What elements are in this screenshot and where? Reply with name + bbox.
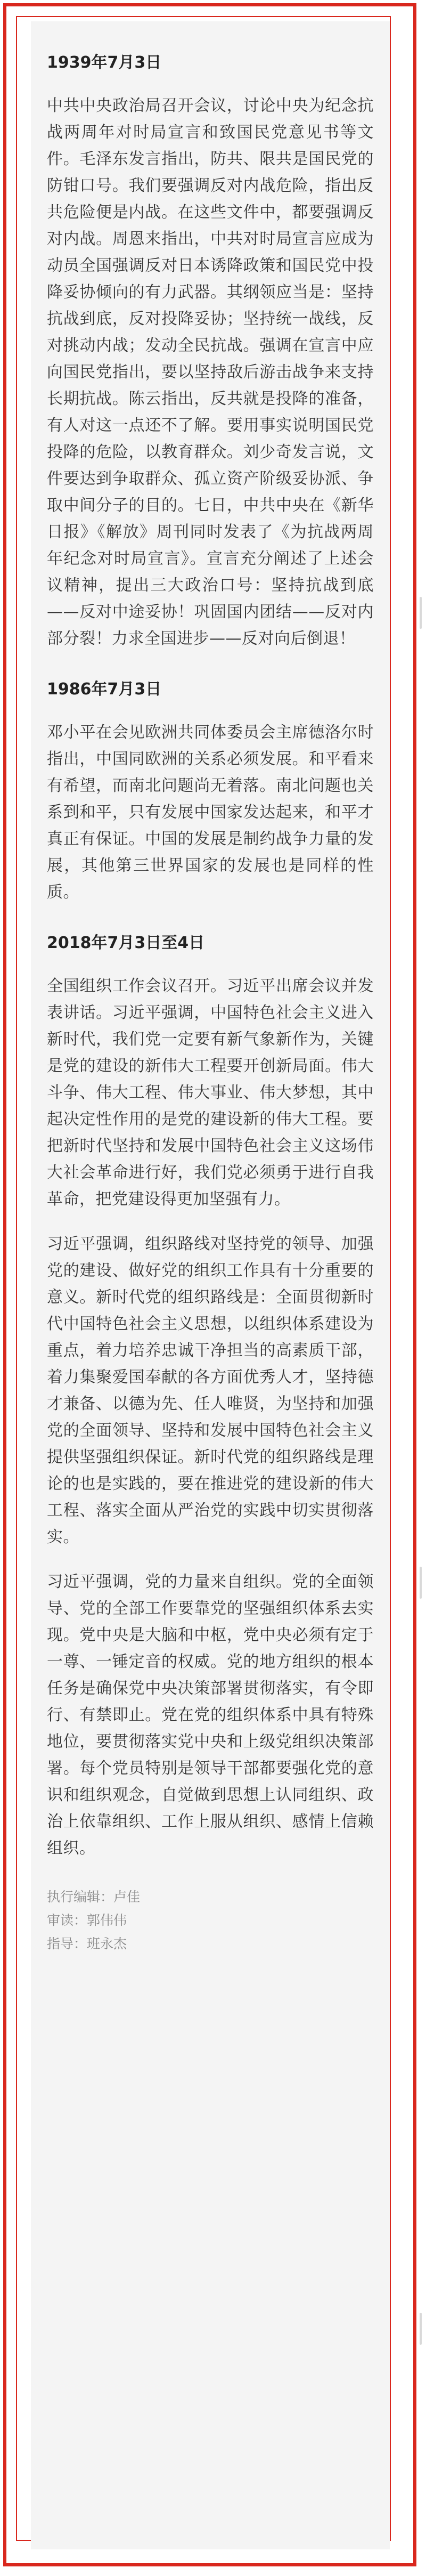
credits	[47, 1885, 374, 1956]
credit-editor: 执行编辑：卢佳	[47, 1889, 141, 1905]
section-1939	[47, 21, 374, 652]
section-paragraph: 全国组织工作会议召开。习近平出席会议并发表讲话。习近平强调，中国特色社会主义进入新时代，我们党一定要有新气象新作为，关键是党的建设的新伟大工程要开创新局面。伟大斗争、伟大工程、伟大事业、伟大梦想，其中起决定性作用的是党的建设新的伟大工程。要把新时代坚持和发展中国特色社会主义这场伟大社会革命进行好，我们党必须勇于进行自我革命，把党建设得更加坚强有力。	[47, 977, 374, 1209]
article-card	[31, 21, 390, 2549]
section-paragraph: 邓小平在会见欧洲共同体委员会主席德洛尔时指出，中国同欧洲的关系必须发展。和平看来有希望，而南北问题尚无着落。南北问题也关系到和平，只有发展中国家发达起来，和平才真正有保证。中国的发展是制约战争力量的发展，其他第三世界国家的发展也是同样的性质。	[47, 723, 374, 902]
section-date: 2018年7月3日至4日	[47, 934, 205, 952]
scroll-marker	[420, 597, 422, 629]
section-1986	[47, 652, 374, 906]
section-date: 1986年7月3日	[47, 680, 162, 699]
credit-supervisor: 指导：班永杰	[47, 1936, 127, 1951]
section-paragraph: 中共中央政治局召开会议，讨论中央为纪念抗战两周年对时局宣言和致国民党意见书等文件。毛泽东发言指出，防共、限共是国民党的防钳口号。我们要强调反对内战危险，指出反共危险便是内战。在这些文件中，都要强调反对内战。周恩来指出，中共对时局宣言应成为动员全国强调反对日本诱降政策和国民党中投降妥协倾向的有力武器。其纲领应当是：坚持抗战到底，反对投降妥协；坚持统一战线，反对挑动内战；发动全民抗战。强调在宣言中应向国民党指出，要以坚持敌后游击战争来支持长期抗战。陈云指出，反共就是投降的准备，有人对这一点还不了解。要用事实说明国民党投降的危险，以教育群众。刘少奇发言说，文件要达到争取群众、孤立资产阶级妥协派、争取中间分子的目的。七日，中共中央在《新华日报》《解放》周刊同时发表了《为抗战两周年纪念对时局宣言》。宣言充分阐述了上述会议精神，提出三大政治口号：坚持抗战到底——反对中途妥协！巩固国内团结——反对内部分裂！力求全国进步——反对向后倒退！	[47, 96, 374, 648]
section-paragraph: 习近平强调，党的力量来自组织。党的全面领导、党的全部工作要靠党的坚强组织体系去实现。党中央是大脑和中枢，党中央必须有定于一尊、一锤定音的权威。党的地方组织的根本任务是确保党中央决策部署贯彻落实，有令即行、有禁即止。党在党的组织体系中具有特殊地位，要贯彻落实党中央和上级党组织决策部署。每个党员特别是领导干部都要强化党的意识和组织观念，自觉做到思想上认同组织、政治上依靠组织、工作上服从组织、感情上信赖组织。	[47, 1573, 374, 1858]
scroll-marker	[420, 2313, 422, 2345]
credit-reviewer: 审读：郭伟伟	[47, 1913, 127, 1928]
scroll-marker	[420, 1567, 422, 1599]
section-2018	[47, 906, 374, 1862]
section-date: 1939年7月3日	[47, 53, 162, 72]
section-paragraph: 习近平强调，组织路线对坚持党的领导、加强党的建设、做好党的组织工作具有十分重要的意义。新时代党的组织路线是：全面贯彻新时代中国特色社会主义思想，以组织体系建设为重点，着力培养忠诚干净担当的高素质干部，着力集聚爱国奉献的各方面优秀人才，坚持德才兼备、以德为先、任人唯贤，为坚持和加强党的全面领导、坚持和发展中国特色社会主义提供坚强组织保证。新时代党的组织路线是理论的也是实践的，要在推进党的建设新的伟大工程、落实全面从严治党的实践中切实贯彻落实。	[47, 1235, 374, 1546]
